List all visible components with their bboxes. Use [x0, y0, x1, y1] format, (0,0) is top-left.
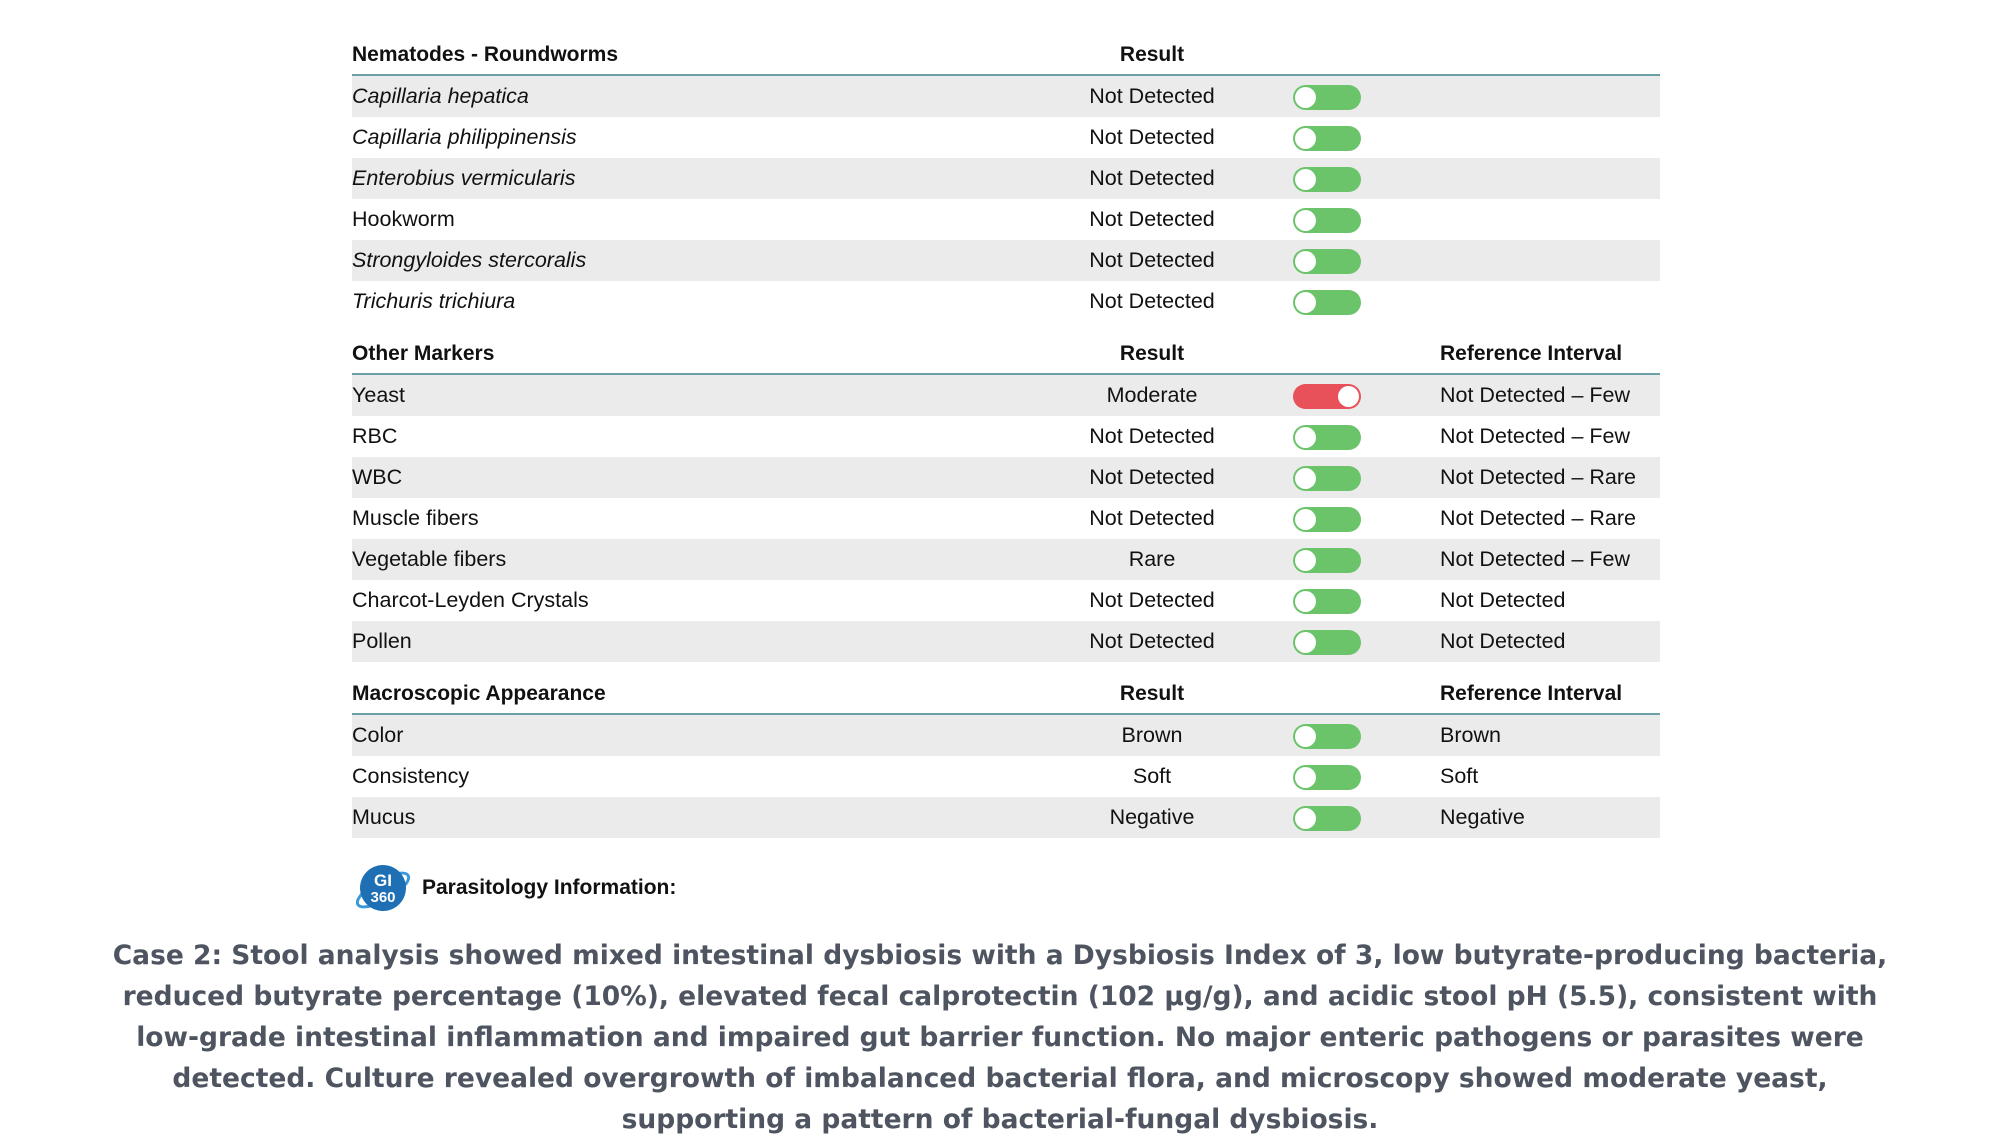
macroscopic-section	[352, 675, 1660, 838]
analyte-result: Moderate	[1106, 383, 1198, 407]
table-row	[352, 715, 1660, 756]
analyte-result: Not Detected	[1089, 588, 1215, 612]
macroscopic-header-row	[352, 675, 1660, 715]
gi360-logo-icon	[352, 857, 414, 919]
analyte-result: Not Detected	[1089, 84, 1215, 108]
analyte-name: Capillaria philippinensis	[352, 125, 577, 149]
figure-caption: Case 2: Stool analysis showed mixed intestinal dysbiosis with a Dysbiosis Index of 3, low butyrate-producing bacteria, reduced butyrate percentage (10%), elevated fecal calprotectin (102 µg/g), and acidic stool pH (5.5), consistent with low-grade intestinal inflammation and impaired gut barrier function. No major enteric pathogens or parasites were detected. Culture revealed overgrowth of imbalanced bacterial flora, and microscopy showed moderate yeast, supporting a pattern of bacterial-fungal dysbiosis.	[112, 940, 1888, 1135]
stool-report-table	[352, 36, 1660, 851]
reference-interval: Not Detected – Rare	[1440, 506, 1636, 530]
status-toggle-normal	[1293, 290, 1361, 315]
status-toggle-normal	[1293, 85, 1361, 110]
logo-text-top: GI	[374, 871, 392, 890]
analyte-result: Not Detected	[1089, 465, 1215, 489]
reference-interval: Not Detected	[1440, 629, 1566, 653]
analyte-name: Charcot-Leyden Crystals	[352, 588, 589, 612]
toggle-knob	[1295, 550, 1316, 571]
nematodes-section	[352, 36, 1660, 322]
table-row	[352, 199, 1660, 240]
status-toggle-normal	[1293, 724, 1361, 749]
reference-interval: Not Detected – Few	[1440, 424, 1631, 448]
table-row	[352, 621, 1660, 662]
logo-text-bottom: 360	[370, 889, 396, 906]
table-row	[352, 281, 1660, 322]
analyte-name: Mucus	[352, 805, 416, 829]
toggle-knob	[1295, 468, 1316, 489]
analyte-result: Not Detected	[1089, 207, 1215, 231]
table-row	[352, 416, 1660, 457]
analyte-result: Not Detected	[1089, 166, 1215, 190]
analyte-result: Not Detected	[1089, 629, 1215, 653]
toggle-knob	[1295, 128, 1316, 149]
status-toggle-normal	[1293, 208, 1361, 233]
analyte-name: Hookworm	[352, 207, 455, 231]
other-markers-section	[352, 335, 1660, 662]
analyte-result: Not Detected	[1089, 289, 1215, 313]
status-toggle-normal	[1293, 507, 1361, 532]
other-markers-header-title: Other Markers	[352, 342, 495, 365]
table-row	[352, 498, 1660, 539]
analyte-result: Not Detected	[1089, 125, 1215, 149]
table-row	[352, 375, 1660, 416]
analyte-name: Enterobius vermicularis	[352, 166, 576, 190]
status-toggle-normal	[1293, 425, 1361, 450]
toggle-knob	[1295, 210, 1316, 231]
status-toggle-normal	[1293, 466, 1361, 491]
status-toggle-abnormal	[1293, 384, 1361, 409]
table-row	[352, 797, 1660, 838]
analyte-name: Strongyloides stercoralis	[352, 248, 587, 272]
toggle-knob	[1295, 87, 1316, 108]
macroscopic-header-result: Result	[1119, 682, 1185, 705]
parasitology-info	[352, 858, 676, 918]
reference-interval: Soft	[1440, 764, 1479, 788]
analyte-name: Color	[352, 723, 404, 747]
toggle-knob	[1295, 726, 1316, 747]
analyte-name: Consistency	[352, 764, 470, 788]
toggle-knob	[1295, 169, 1316, 190]
toggle-knob	[1295, 292, 1316, 313]
other-markers-header-row	[352, 335, 1660, 375]
table-row	[352, 240, 1660, 281]
analyte-name: Yeast	[352, 383, 406, 407]
analyte-result: Negative	[1109, 805, 1195, 829]
nematodes-header-result: Result	[1119, 43, 1185, 66]
table-row	[352, 756, 1660, 797]
analyte-name: Muscle fibers	[352, 506, 479, 530]
toggle-knob	[1295, 251, 1316, 272]
toggle-knob	[1295, 808, 1316, 829]
status-toggle-normal	[1293, 806, 1361, 831]
status-toggle-normal	[1293, 589, 1361, 614]
macroscopic-header-reference: Reference Interval	[1440, 682, 1623, 705]
reference-interval: Not Detected	[1440, 588, 1566, 612]
reference-interval: Negative	[1440, 805, 1525, 829]
analyte-result: Not Detected	[1089, 424, 1215, 448]
analyte-result: Brown	[1121, 723, 1183, 747]
analyte-result: Rare	[1128, 547, 1176, 571]
reference-interval: Not Detected – Rare	[1440, 465, 1636, 489]
macroscopic-header-title: Macroscopic Appearance	[352, 682, 606, 705]
analyte-name: Trichuris trichiura	[352, 289, 516, 313]
nematodes-header-row	[352, 36, 1660, 76]
analyte-name: Capillaria hepatica	[352, 84, 529, 108]
status-toggle-normal	[1293, 249, 1361, 274]
other-markers-header-reference: Reference Interval	[1440, 342, 1623, 365]
status-toggle-normal	[1293, 548, 1361, 573]
table-row	[352, 117, 1660, 158]
toggle-knob	[1295, 632, 1316, 653]
analyte-result: Not Detected	[1089, 248, 1215, 272]
reference-interval: Not Detected – Few	[1440, 547, 1631, 571]
reference-interval: Brown	[1440, 723, 1501, 747]
toggle-knob	[1295, 591, 1316, 612]
reference-interval: Not Detected – Few	[1440, 383, 1631, 407]
analyte-result: Not Detected	[1089, 506, 1215, 530]
status-toggle-normal	[1293, 630, 1361, 655]
table-row	[352, 457, 1660, 498]
analyte-name: Pollen	[352, 629, 412, 653]
table-row	[352, 158, 1660, 199]
table-row	[352, 539, 1660, 580]
nematodes-header-title: Nematodes - Roundworms	[352, 43, 619, 66]
status-toggle-normal	[1293, 167, 1361, 192]
toggle-knob	[1295, 427, 1316, 448]
toggle-knob	[1295, 767, 1316, 788]
status-toggle-normal	[1293, 126, 1361, 151]
analyte-result: Soft	[1132, 764, 1172, 788]
analyte-name: RBC	[352, 424, 398, 448]
status-toggle-normal	[1293, 765, 1361, 790]
toggle-knob	[1338, 386, 1359, 407]
analyte-name: Vegetable fibers	[352, 547, 507, 571]
table-row	[352, 580, 1660, 621]
other-markers-header-result: Result	[1119, 342, 1185, 365]
toggle-knob	[1295, 509, 1316, 530]
table-row	[352, 76, 1660, 117]
analyte-name: WBC	[352, 465, 403, 489]
parasitology-info-title: Parasitology Information:	[422, 876, 677, 899]
